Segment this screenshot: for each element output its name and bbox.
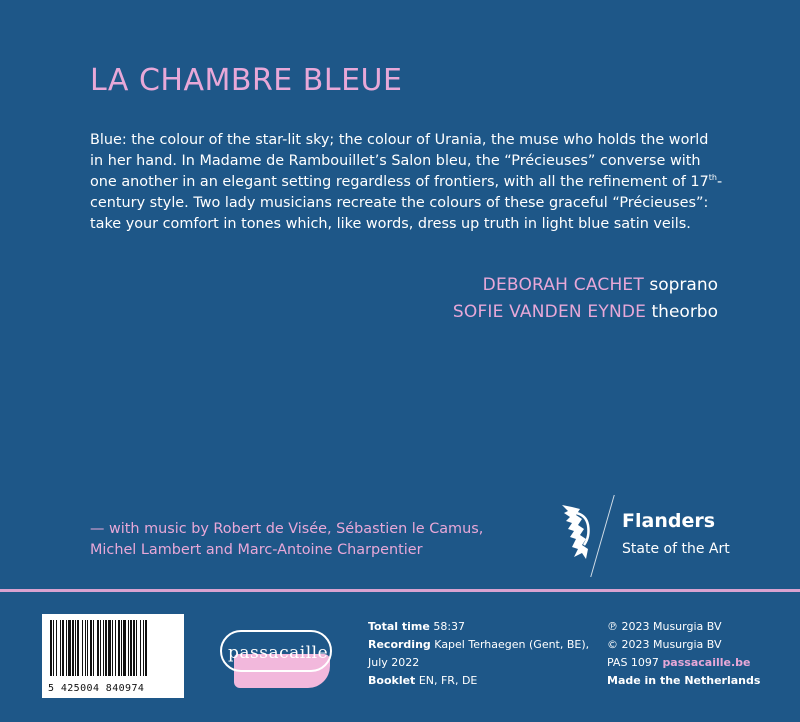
flanders-name: Flanders (622, 510, 716, 532)
credit-recording (368, 636, 598, 654)
album-title: LA CHAMBRE BLEUE (90, 63, 403, 98)
copyright: © 2023 Musurgia BV (607, 638, 722, 651)
composers-note (90, 519, 550, 561)
intro-superscript: th (708, 173, 717, 182)
credit-value: Kapel Terhaegen (Gent, BE), (434, 638, 590, 651)
label-logo (220, 630, 332, 690)
performer-role: theorbo (651, 302, 718, 322)
performer-role: soprano (649, 275, 718, 295)
intro-paragraph (90, 130, 723, 235)
phonographic-copyright: ℗ 2023 Musurgia BV (607, 620, 722, 633)
intro-line: century style. Two lady musicians recreate the colours of these graceful “Précieuses”: (90, 195, 709, 211)
catalog-number: PAS 1097 (607, 656, 659, 669)
credit-label: Booklet (368, 674, 416, 687)
website-link[interactable]: passacaille.be (662, 656, 751, 669)
barcode-bars (50, 620, 176, 676)
intro-line: Blue: the colour of the star-lit sky; the colour of Urania, the muse who holds the world (90, 132, 709, 148)
label-name: passacaille (228, 643, 329, 663)
performer-name: DEBORAH CACHET (482, 275, 644, 295)
barcode-digits: 5 425004 840974 (48, 683, 145, 694)
intro-text: one another in an elegant setting regardless of frontiers, with all the refinement of 17 (90, 174, 709, 190)
credit-value: 58:37 (433, 620, 466, 633)
flanders-logo (556, 495, 766, 577)
credit-label: Recording (368, 638, 431, 651)
legal-info (607, 618, 787, 690)
composers-line: Michel Lambert and Marc-Antoine Charpentier (90, 542, 423, 558)
intro-hyphen: - (716, 174, 723, 190)
credit-total-time (368, 618, 598, 636)
intro-line: take your comfort in tones which, like words, dress up truth in light blue satin veils. (90, 216, 691, 232)
performers (453, 272, 718, 326)
catalog-line (607, 654, 787, 672)
intro-line (90, 172, 723, 193)
credit-value: EN, FR, DE (418, 674, 478, 687)
flemish-lion-icon (556, 501, 594, 563)
credit-label: Total time (368, 620, 430, 633)
intro-line: in her hand. In Madame de Rambouillet’s Salon bleu, the “Précieuses” converse with (90, 153, 701, 169)
flanders-tagline: State of the Art (622, 541, 730, 557)
barcode (42, 614, 184, 698)
credit-booklet (368, 672, 598, 690)
divider-rule (0, 589, 800, 592)
credits (368, 618, 598, 690)
composers-line: — with music by Robert de Visée, Sébastien le Camus, (90, 521, 484, 537)
performer-row (453, 299, 718, 326)
performer-row (453, 272, 718, 299)
made-in: Made in the Netherlands (607, 674, 761, 687)
performer-name: SOFIE VANDEN EYNDE (452, 302, 647, 322)
credit-recording-date: July 2022 (368, 656, 420, 669)
